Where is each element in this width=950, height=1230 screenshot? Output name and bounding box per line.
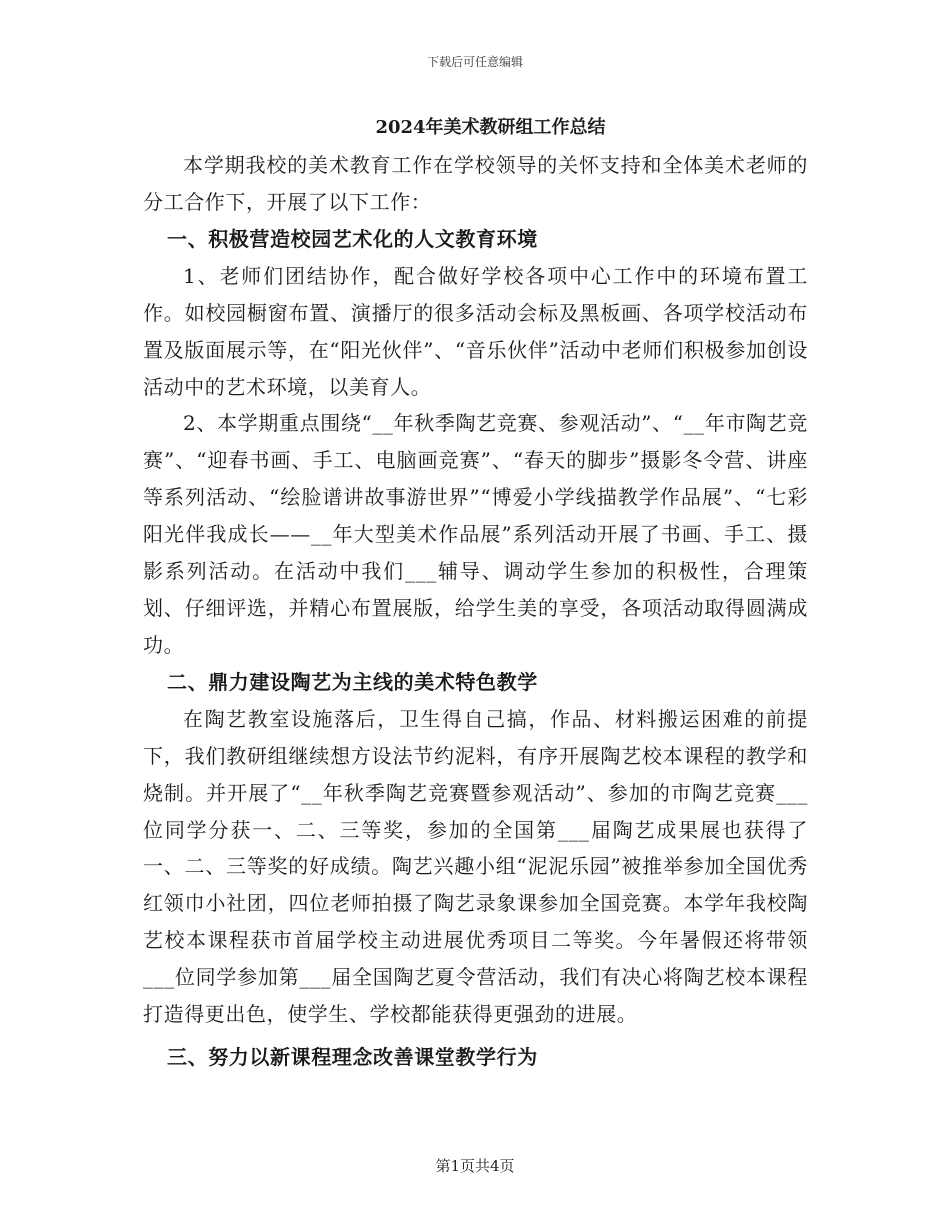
document-body — [143, 109, 808, 1076]
intro-paragraph: 本学期我校的美术教育工作在学校领导的关怀支持和全体美术老师的分工合作下，开展了以下工作： — [143, 153, 808, 214]
section-2-heading: 二、鼎力建设陶艺为主线的美术特色教学 — [167, 669, 538, 694]
section-2-paragraph-1: 在陶艺教室设施落后，卫生得自己搞，作品、材料搬运困难的前提下，我们教研组继续想方设法节约泥料，有序开展陶艺校本课程的教学和烧制。并开展了“__年秋季陶艺竞赛暨参观活动”、参加的市陶艺竞赛___位同学分获一、二、三等奖，参加的全国第___届陶艺成果展也获得了一、二、三等奖的好成绩。陶艺兴趣小组“泥泥乐园”被推举参加全国优秀红领巾小社团，四位老师拍摄了陶艺录象课参加全国竞赛。本学年我校陶艺校本课程获市首届学校主动进展优秀项目二等奖。今年暑假还将带领___位同学参加第___届全国陶艺夏令营活动，我们有决心将陶艺校本课程打造得更出色，使学生、学校都能获得更强劲的进展。 — [143, 706, 808, 1027]
section-1-paragraph-1: 1、老师们团结协作，配合做好学校各项中心工作中的环境布置工作。如校园橱窗布置、演播厅的很多活动会标及黑板画、各项学校活动布置及版面展示等，在“阳光伙伴”、“音乐伙伴”活动中老师们积极参加创设活动中的艺术环境，以美育人。 — [143, 263, 808, 399]
page-number-indicator: 第1页共4页 — [435, 1157, 515, 1175]
section-1-heading: 一、积极营造校园艺术化的人文教育环境 — [167, 226, 538, 251]
page-header-note: 下载后可任意编辑 — [426, 55, 523, 69]
section-1-paragraph-2: 2、本学期重点围绕“__年秋季陶艺竞赛、参观活动”、“__年市陶艺竞赛”、“迎春书画、手工、电脑画竞赛”、“春天的脚步”摄影冬令营、讲座等系列活动、“绘脸谱讲故事游世界”“博爱小学线描教学作品展”、“七彩阳光伴我成长——__年大型美术作品展”系列活动开展了书画、手工、摄影系列活动。在活动中我们___辅导、调动学生参加的积极性，合理策划、仔细评选，并精心布置展版，给学生美的享受，各项活动取得圆满成功。 — [143, 411, 808, 657]
document-title: 2024年美术教研组工作总结 — [375, 117, 606, 138]
section-3-heading: 三、努力以新课程理念改善课堂教学行为 — [167, 1044, 538, 1069]
